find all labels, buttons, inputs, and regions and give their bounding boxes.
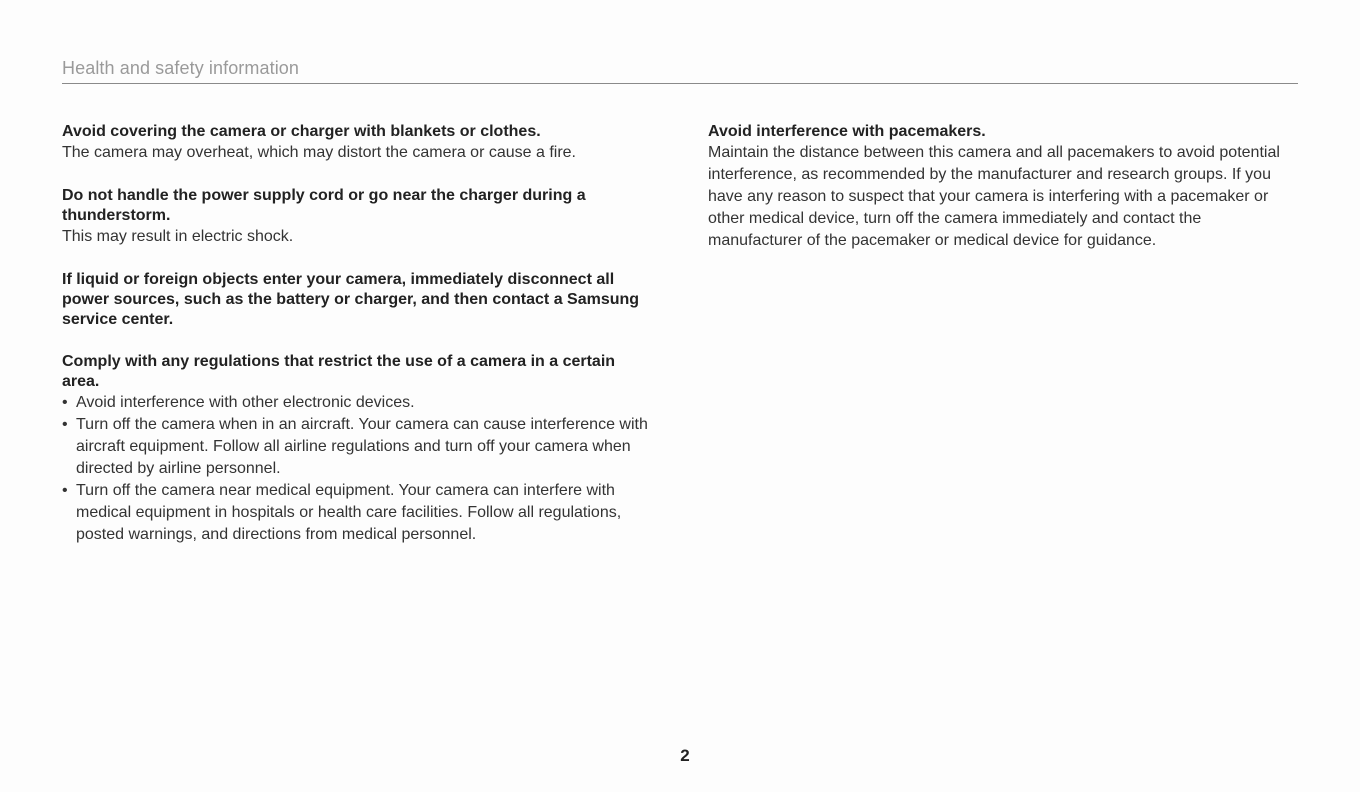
bullet-text: Turn off the camera near medical equipment. Your camera can interfere with medical equipment in hospitals or health care facilities. Follow all regulations, posted warnings, and directions from medical personnel.: [76, 482, 622, 543]
bullet-item: [62, 392, 652, 414]
left-column: [62, 122, 652, 568]
bullet-item: [62, 414, 652, 480]
bullet-text: Avoid interference with other electronic devices.: [76, 394, 415, 411]
section-heading: Do not handle the power supply cord or go near the charger during a thunderstorm.: [62, 187, 586, 224]
bullet-icon: •: [62, 394, 68, 411]
bullet-icon: •: [62, 482, 68, 499]
right-column: [708, 122, 1298, 274]
section-heading: Avoid interference with pacemakers.: [708, 123, 986, 140]
page-number: 2: [680, 746, 690, 765]
section-regulations: [62, 352, 652, 546]
section-body: The camera may overheat, which may distort the camera or cause a fire.: [62, 144, 576, 161]
bullet-text: Turn off the camera when in an aircraft. Your camera can cause interference with aircraft equipment. Follow all airline regulations and turn off your camera when directed by airline personnel.: [76, 416, 648, 477]
section-heading: Comply with any regulations that restrict the use of a camera in a certain area.: [62, 353, 616, 390]
section-heading: Avoid covering the camera or charger with blankets or clothes.: [62, 123, 541, 140]
section-cover-warning: [62, 122, 652, 164]
section-liquid-warning: [62, 270, 652, 330]
bullet-item: [62, 480, 652, 546]
bullet-list: [62, 392, 652, 546]
page-header: [62, 58, 1298, 84]
section-thunderstorm-warning: [62, 186, 652, 248]
header-title: Health and safety information: [62, 58, 300, 78]
section-body: Maintain the distance between this camera and all pacemakers to avoid potential interference, as recommended by the manufacturer and research groups. If you have any reason to suspect that your camera is interfering with a pacemaker or other medical device, turn off the camera immediately and contact the manufacturer of the pacemaker or medical device for guidance.: [708, 144, 1280, 249]
section-body: This may result in electric shock.: [62, 228, 294, 245]
section-pacemaker-warning: [708, 122, 1298, 252]
bullet-icon: •: [62, 416, 68, 433]
section-heading: If liquid or foreign objects enter your camera, immediately disconnect all power sources, such as the battery or charger, and then contact a Samsung service center.: [62, 271, 640, 328]
